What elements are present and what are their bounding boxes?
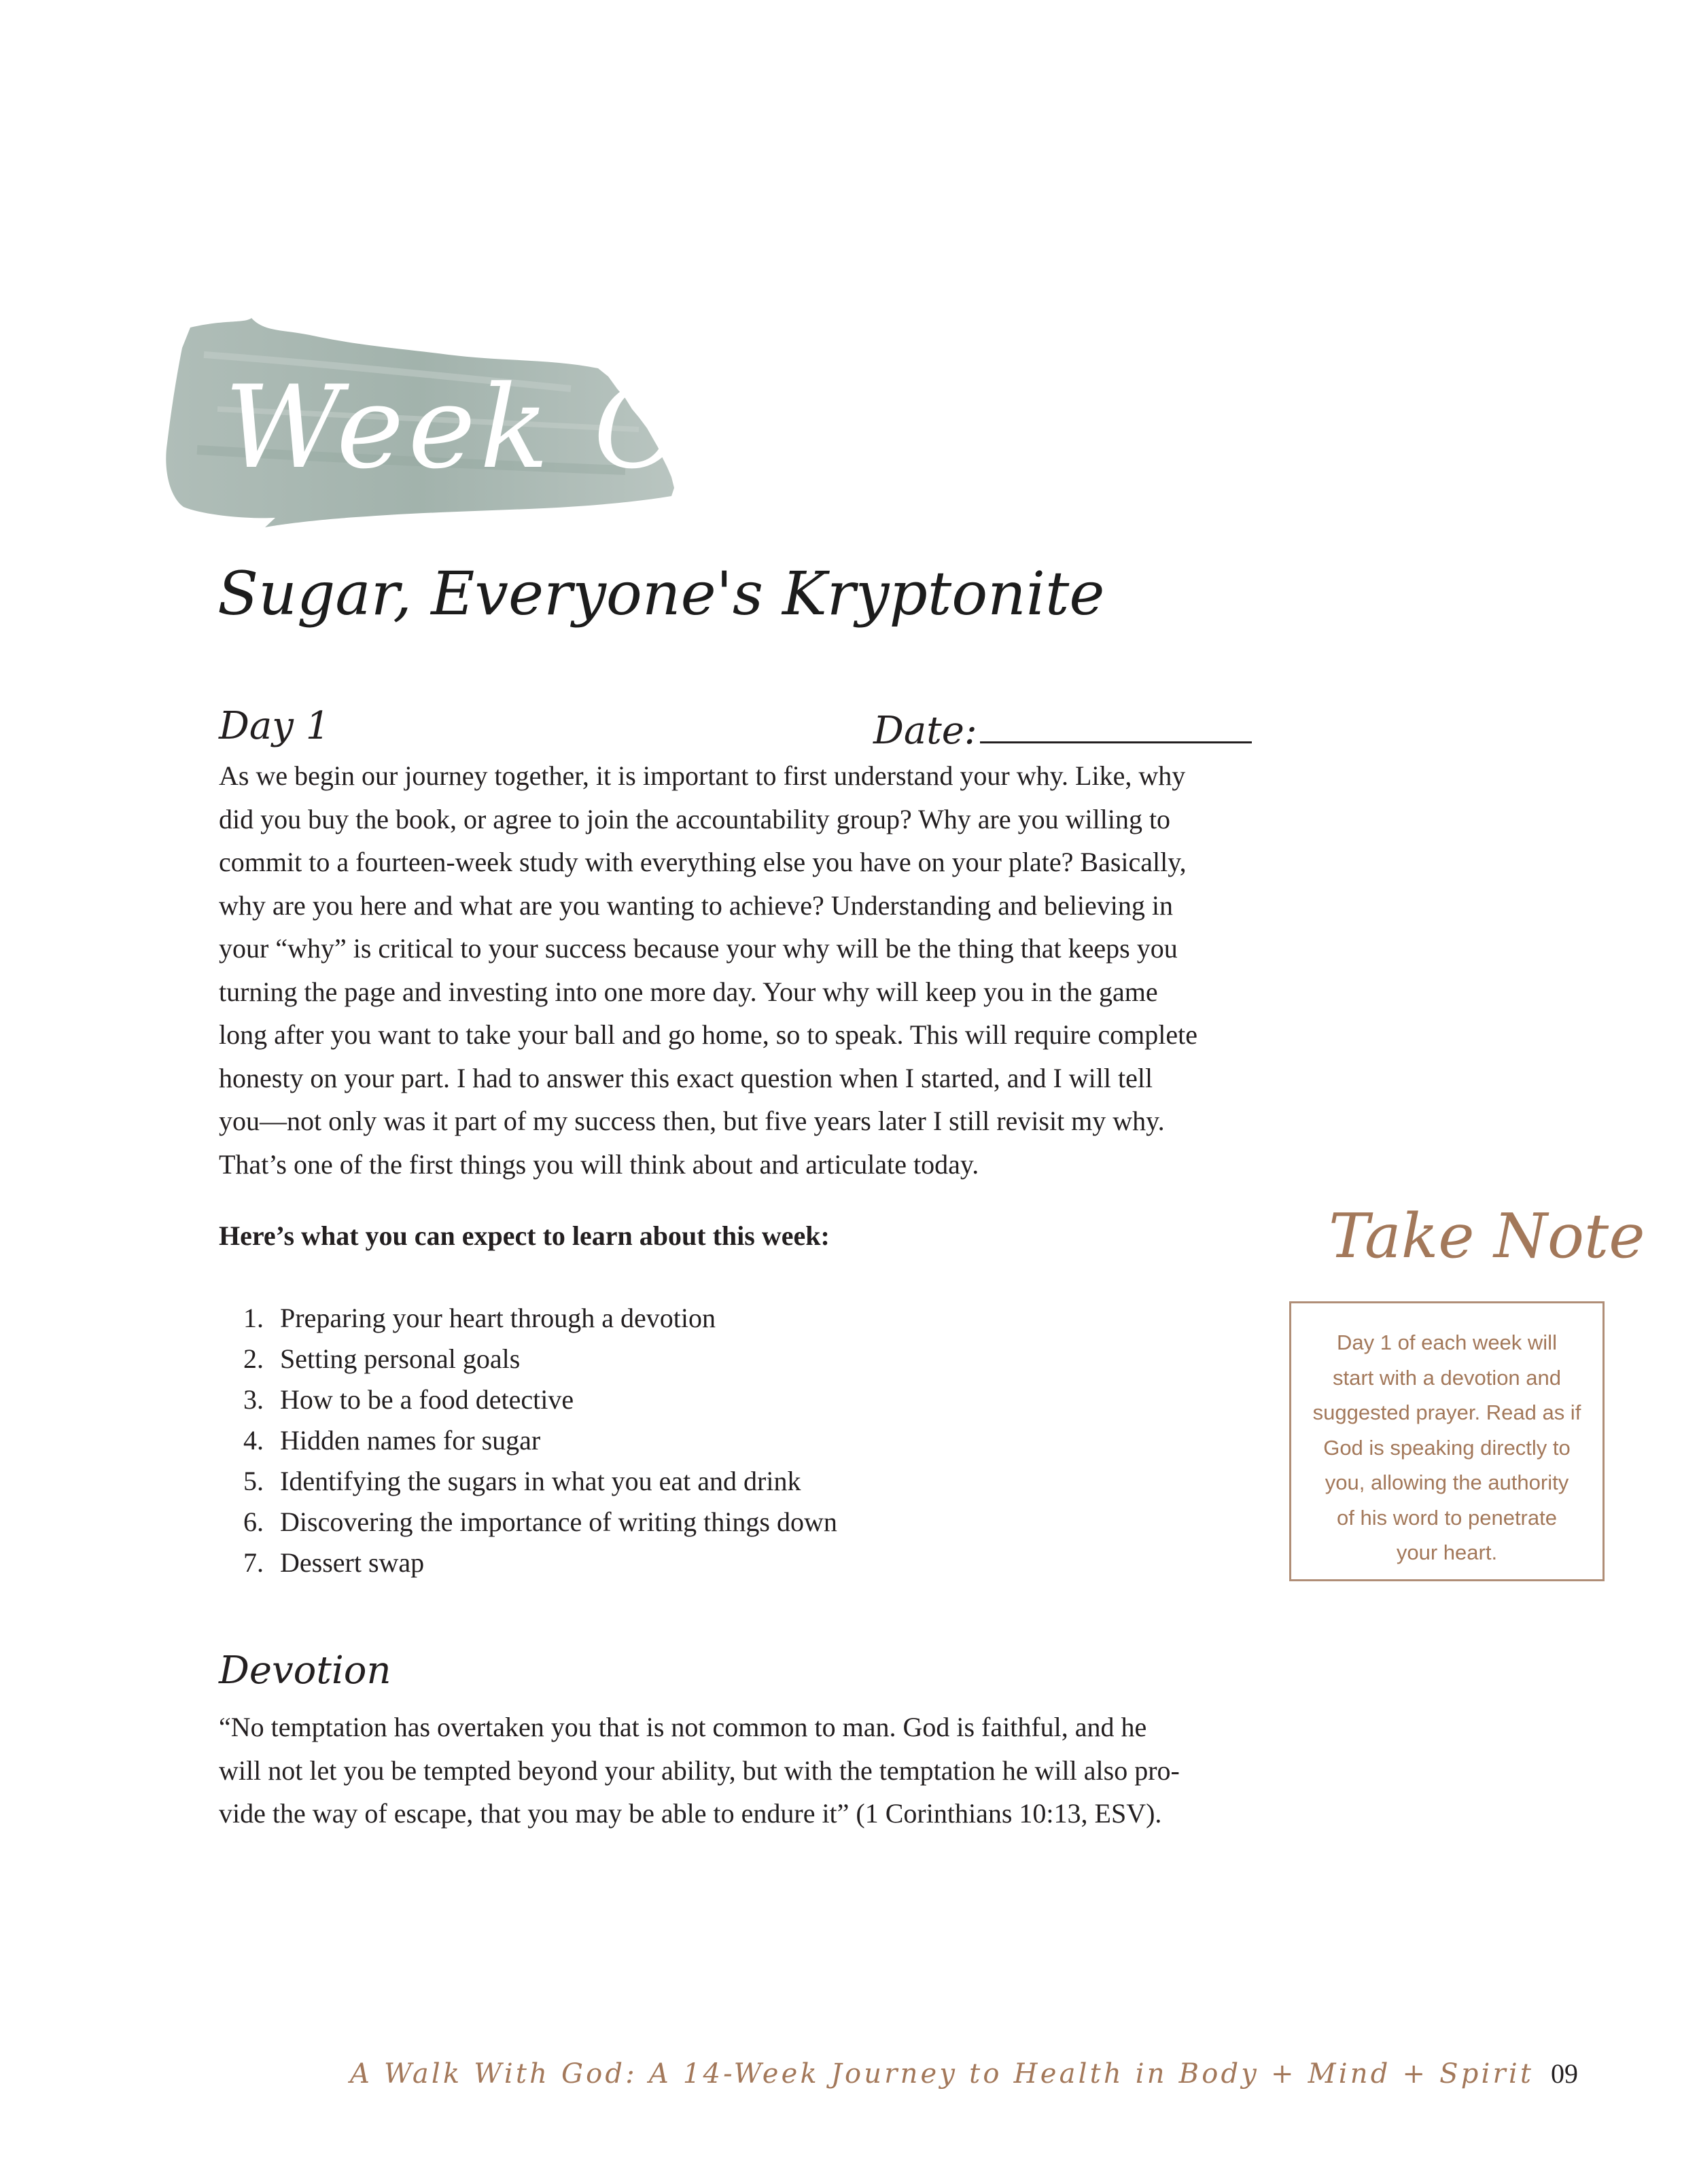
- list-item-text: Identifying the sugars in what you eat and drink: [280, 1466, 801, 1496]
- list-number: 2.: [243, 1343, 264, 1374]
- page-number: 09: [1551, 2058, 1578, 2089]
- list-item: [219, 1298, 837, 1339]
- take-note-box: [1289, 1301, 1605, 1581]
- day-label: Day 1: [219, 704, 330, 748]
- list-number: 4.: [243, 1425, 264, 1456]
- devotion-heading: Devotion: [219, 1649, 391, 1693]
- list-item-text: Setting personal goals: [280, 1343, 521, 1374]
- list-item: [219, 1379, 837, 1420]
- list-number: 7.: [243, 1547, 264, 1578]
- devotion-line: “No temptation has overtaken you that is not common to man. God is faithful, and he: [219, 1712, 1147, 1742]
- take-note-title: Take Note: [1329, 1201, 1645, 1272]
- intro-line: As we begin our journey together, it is important to first understand your why. Like, why: [219, 760, 1186, 791]
- note-line: suggested prayer. Read as if: [1312, 1401, 1581, 1424]
- devotion-verse: [219, 1706, 1259, 1835]
- devotion-line: vide the way of escape, that you may be able to endure it” (1 Corinthians 10:13, ESV).: [219, 1798, 1162, 1829]
- chapter-subtitle: Sugar, Everyone's Kryptonite: [217, 559, 1105, 629]
- list-item-text: Preparing your heart through a devotion: [280, 1303, 716, 1333]
- date-field: [873, 703, 1252, 754]
- expect-heading: Here’s what you can expect to learn about this week:: [219, 1220, 830, 1251]
- take-note-text: [1303, 1325, 1590, 1570]
- intro-line: why are you here and what are you wanting to achieve? Understanding and believing in: [219, 890, 1173, 921]
- list-item: [219, 1543, 837, 1583]
- note-line: start with a devotion and: [1332, 1365, 1562, 1390]
- footer-book-title: A Walk With God: A 14-Week Journey to Health in Body + Mind + Spirit: [350, 2058, 1535, 2090]
- week-title: Week One: [224, 361, 841, 494]
- list-number: 5.: [243, 1466, 264, 1496]
- list-number: 3.: [243, 1384, 264, 1415]
- list-item: [219, 1502, 837, 1543]
- learn-list: [219, 1298, 837, 1583]
- list-item-text: Discovering the importance of writing things down: [280, 1507, 837, 1537]
- list-item-text: How to be a food detective: [280, 1384, 574, 1415]
- intro-line: honesty on your part. I had to answer this exact question when I started, and I will tell: [219, 1062, 1153, 1093]
- list-item-text: Dessert swap: [280, 1547, 425, 1578]
- date-label: Date:: [873, 709, 977, 753]
- list-item: [219, 1339, 837, 1379]
- list-item-text: Hidden names for sugar: [280, 1425, 541, 1456]
- date-blank-line: [980, 703, 1252, 743]
- list-item: [219, 1461, 837, 1502]
- intro-line: you—not only was it part of my success then, but five years later I still revisit my why.: [219, 1106, 1165, 1136]
- list-item: [219, 1420, 837, 1461]
- intro-paragraph: [219, 754, 1259, 1186]
- intro-line: long after you want to take your ball and go home, so to speak. This will require complete: [219, 1019, 1198, 1050]
- intro-line: your “why” is critical to your success because your why will be the thing that keeps you: [219, 933, 1178, 964]
- devotion-line: will not let you be tempted beyond your ability, but with the temptation he will also pro-: [219, 1755, 1180, 1786]
- intro-line: That’s one of the first things you will think about and articulate today.: [219, 1148, 979, 1180]
- list-number: 1.: [243, 1303, 264, 1333]
- intro-line: did you buy the book, or agree to join the accountability group? Why are you willing to: [219, 803, 1171, 834]
- note-line: of his word to penetrate: [1337, 1505, 1557, 1530]
- note-line: Day 1 of each week will: [1337, 1331, 1557, 1354]
- intro-line: commit to a fourteen-week study with everything else you have on your plate? Basically,: [219, 847, 1187, 877]
- intro-line: turning the page and investing into one more day. Your why will keep you in the game: [219, 976, 1158, 1007]
- note-line: you, allowing the authority: [1325, 1470, 1569, 1494]
- note-line: your heart.: [1396, 1540, 1498, 1564]
- list-number: 6.: [243, 1507, 264, 1537]
- note-line: God is speaking directly to: [1323, 1435, 1571, 1460]
